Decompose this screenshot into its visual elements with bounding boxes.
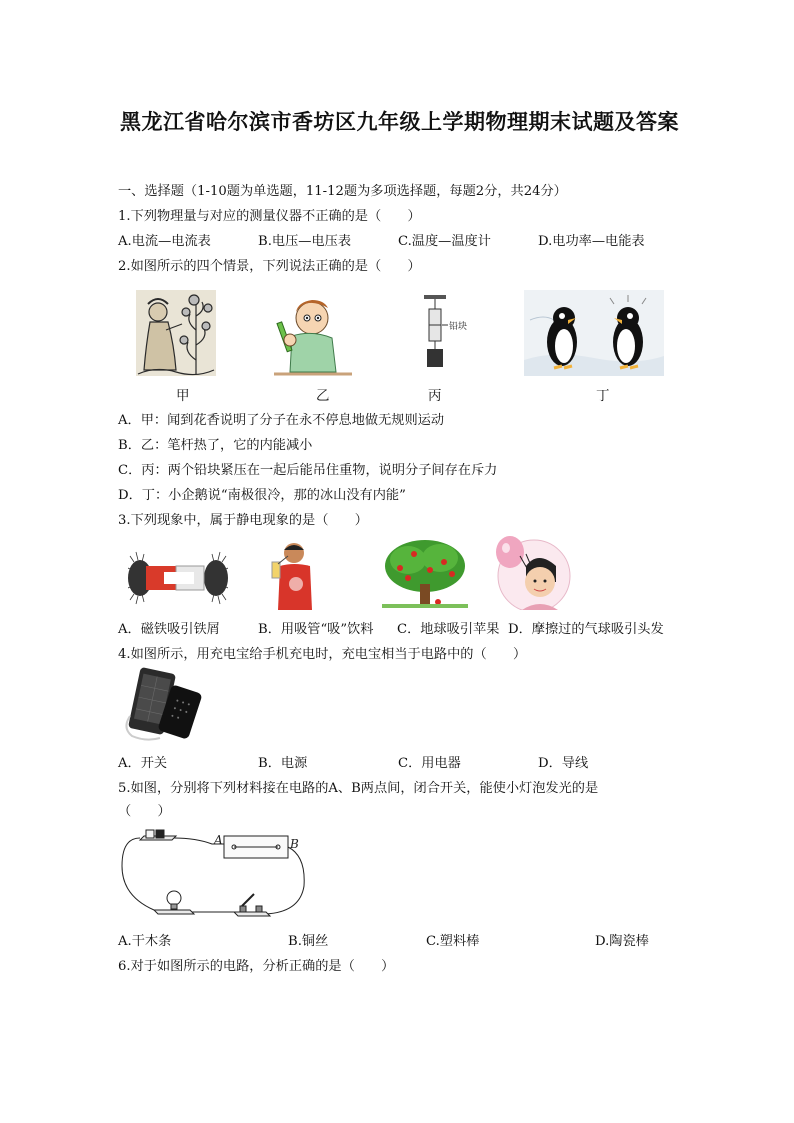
balloon-hair-image xyxy=(490,536,572,610)
page-title: 黑龙江省哈尔滨市香坊区九年级上学期物理期末试题及答案 xyxy=(120,110,679,134)
question-3-stem: 3.下列现象中，属于静电现象的是（ ） xyxy=(118,513,368,528)
lead-blocks-image xyxy=(418,295,478,373)
smelling-flowers-image xyxy=(136,290,216,376)
q4-option-a: A．开关 xyxy=(118,756,168,771)
q4-option-b: B．电源 xyxy=(258,756,308,771)
q5-option-a: A.干木条 xyxy=(118,934,172,949)
lead-block-label: 铅块 xyxy=(449,322,468,332)
q1-option-c: C.温度—温度计 xyxy=(398,234,491,249)
q3-option-d: D．摩擦过的气球吸引头发 xyxy=(508,622,664,637)
apple-tree-image xyxy=(378,538,472,610)
question-6-stem: 6.对于如图所示的电路，分析正确的是（ ） xyxy=(118,959,395,974)
circuit-diagram-image xyxy=(116,826,312,922)
question-5-stem: 5.如图，分别将下列材料接在电路的A、B两点间，闭合开关，能使小灯泡发光的是 xyxy=(118,781,599,796)
q2-option-c: C．丙：两个铅块紧压在一起后能吊住重物，说明分子间存在斥力 xyxy=(118,463,498,478)
question-2-stem: 2.如图所示的四个情景，下列说法正确的是（ ） xyxy=(118,259,421,274)
q2-option-d: D．丁：小企鹅说“南极很冷，那的冰山没有内能” xyxy=(118,488,406,503)
q1-option-a: A.电流—电流表 xyxy=(118,234,211,249)
caption-jia: 甲 xyxy=(176,388,190,404)
caption-bing: 丙 xyxy=(428,388,442,404)
question-1-stem: 1.下列物理量与对应的测量仪器不正确的是（ ） xyxy=(118,209,421,224)
caption-ding: 丁 xyxy=(596,388,610,404)
q2-option-b: B．乙：笔杆热了，它的内能减小 xyxy=(118,438,313,453)
penguins-image xyxy=(524,290,664,376)
power-bank-phone-image xyxy=(120,666,202,744)
boy-with-pen-image xyxy=(272,292,354,376)
point-a-label: A xyxy=(214,833,223,847)
caption-yi: 乙 xyxy=(316,388,330,404)
q1-option-d: D.电功率—电能表 xyxy=(538,234,645,249)
q5-option-c: C.塑料棒 xyxy=(426,934,480,949)
boy-drinking-image xyxy=(268,540,316,610)
q3-option-b: B．用吸管“吸”饮料 xyxy=(258,622,374,637)
question-4-stem: 4.如图所示，用充电宝给手机充电时，充电宝相当于电路中的（ ） xyxy=(118,647,527,662)
point-b-label: B xyxy=(290,837,299,851)
q4-option-d: D．导线 xyxy=(538,756,589,771)
q3-option-a: A．磁铁吸引铁屑 xyxy=(118,622,220,637)
magnet-iron-filings-image xyxy=(128,548,228,608)
section-heading: 一、选择题（1-10题为单选题，11-12题为多项选择题，每题2分，共24分） xyxy=(118,184,567,199)
q5-option-d: D.陶瓷棒 xyxy=(595,934,649,949)
q1-option-b: B.电压—电压表 xyxy=(258,234,352,249)
question-5-stem-bracket: （ ） xyxy=(118,804,171,819)
q2-option-a: A．甲：闻到花香说明了分子在永不停息地做无规则运动 xyxy=(118,413,445,428)
q4-option-c: C．用电器 xyxy=(398,756,461,771)
q3-option-c: C．地球吸引苹果 xyxy=(397,622,500,637)
q5-option-b: B.铜丝 xyxy=(288,934,329,949)
